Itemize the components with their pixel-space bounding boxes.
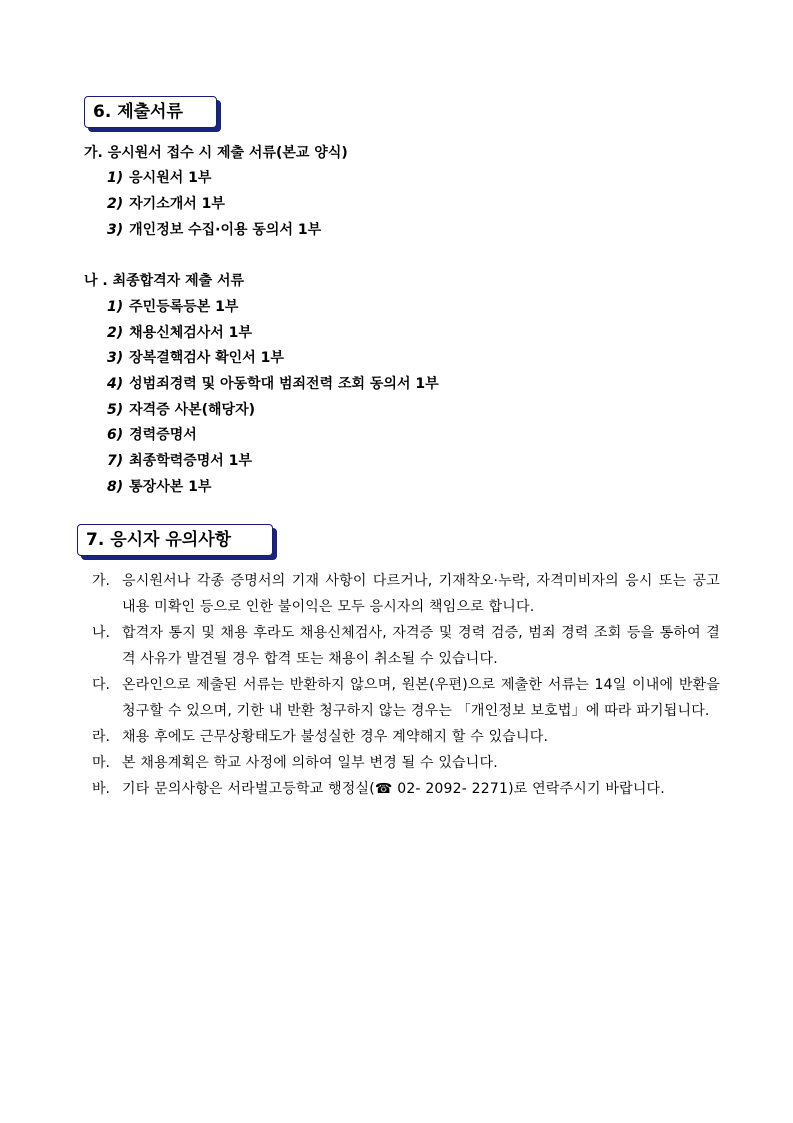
note-item: [92, 750, 720, 776]
item-text: 응시원서 1부: [129, 170, 212, 186]
item-number: 1): [107, 299, 124, 315]
note-item: [92, 620, 720, 672]
notes-list: [92, 568, 720, 802]
note-item: [92, 568, 720, 620]
item-number: 7): [107, 453, 124, 469]
note-item: [92, 776, 720, 802]
subsection-b-heading: 나 . 최종합격자 제출 서류: [84, 273, 245, 289]
list-item: [107, 373, 439, 393]
item-text: 주민등록등본 1부: [129, 299, 239, 315]
note-item: [92, 724, 720, 750]
item-number: 8): [107, 479, 124, 495]
item-number: 4): [107, 376, 124, 392]
section-7-title: 7. 응시자 유의사항: [77, 524, 273, 556]
note-text: 합격자 통지 및 채용 후라도 채용신체검사, 자격증 및 경력 검증, 범죄 경력 조회 등을 통하여 결격 사유가 발견될 경우 합격 또는 채용이 취소될 수 있습니다.: [122, 625, 720, 667]
note-mark: 라.: [92, 729, 110, 745]
item-number: 3): [107, 222, 124, 238]
item-number: 2): [107, 196, 124, 212]
item-text: 성범죄경력 및 아동학대 범죄전력 조회 동의서 1부: [129, 376, 439, 392]
list-item: [107, 399, 255, 419]
note-mark: 마.: [92, 755, 110, 771]
note-text: 채용 후에도 근무상황태도가 불성실한 경우 계약해지 할 수 있습니다.: [122, 729, 549, 745]
subsection-a-heading: 가. 응시원서 접수 시 제출 서류(본교 양식): [84, 145, 348, 161]
item-number: 5): [107, 402, 124, 418]
item-text: 경력증명서: [129, 427, 197, 443]
note-mark: 바.: [92, 781, 110, 797]
list-item: [107, 296, 238, 316]
item-text: 장복결핵검사 확인서 1부: [129, 350, 284, 366]
section-6-title: 6. 제출서류: [84, 96, 217, 128]
item-text: 자기소개서 1부: [129, 196, 225, 212]
note-item: [92, 672, 720, 724]
item-number: 2): [107, 325, 124, 341]
note-text: 기타 문의사항은 서라벌고등학교 행정실(☎ 02- 2092- 2271)로 연락주시기 바랍니다.: [122, 781, 665, 797]
list-item: [107, 476, 211, 496]
item-text: 자격증 사본(해당자): [129, 402, 256, 418]
list-item: [107, 167, 211, 187]
note-text: 본 채용계획은 학교 사정에 의하여 일부 변경 될 수 있습니다.: [122, 755, 498, 771]
item-text: 최종학력증명서 1부: [129, 453, 252, 469]
note-text: 응시원서나 각종 증명서의 기재 사항이 다르거나, 기재착오·누락, 자격미비자의 응시 또는 공고 내용 미확인 등으로 인한 불이익은 모두 응시자의 책임으로 합니다.: [122, 573, 720, 615]
note-text: 온라인으로 제출된 서류는 반환하지 않으며, 원본(우편)으로 제출한 서류는 14일 이내에 반환을 청구할 수 있으며, 기한 내 반환 청구하지 않는 경우는 「개인정보 보호법」에 따라 파기됩니다.: [122, 677, 720, 719]
note-mark: 나.: [92, 625, 110, 641]
list-item: [107, 219, 321, 239]
item-text: 개인정보 수집·이용 동의서 1부: [129, 222, 322, 238]
item-number: 1): [107, 170, 124, 186]
list-item: [107, 450, 252, 470]
list-item: [107, 322, 252, 342]
item-number: 6): [107, 427, 124, 443]
item-text: 채용신체검사서 1부: [129, 325, 252, 341]
list-item: [107, 193, 225, 213]
note-mark: 다.: [92, 677, 110, 693]
list-item: [107, 347, 284, 367]
list-item: [107, 424, 197, 444]
note-mark: 가.: [92, 573, 110, 589]
item-text: 통장사본 1부: [129, 479, 212, 495]
item-number: 3): [107, 350, 124, 366]
